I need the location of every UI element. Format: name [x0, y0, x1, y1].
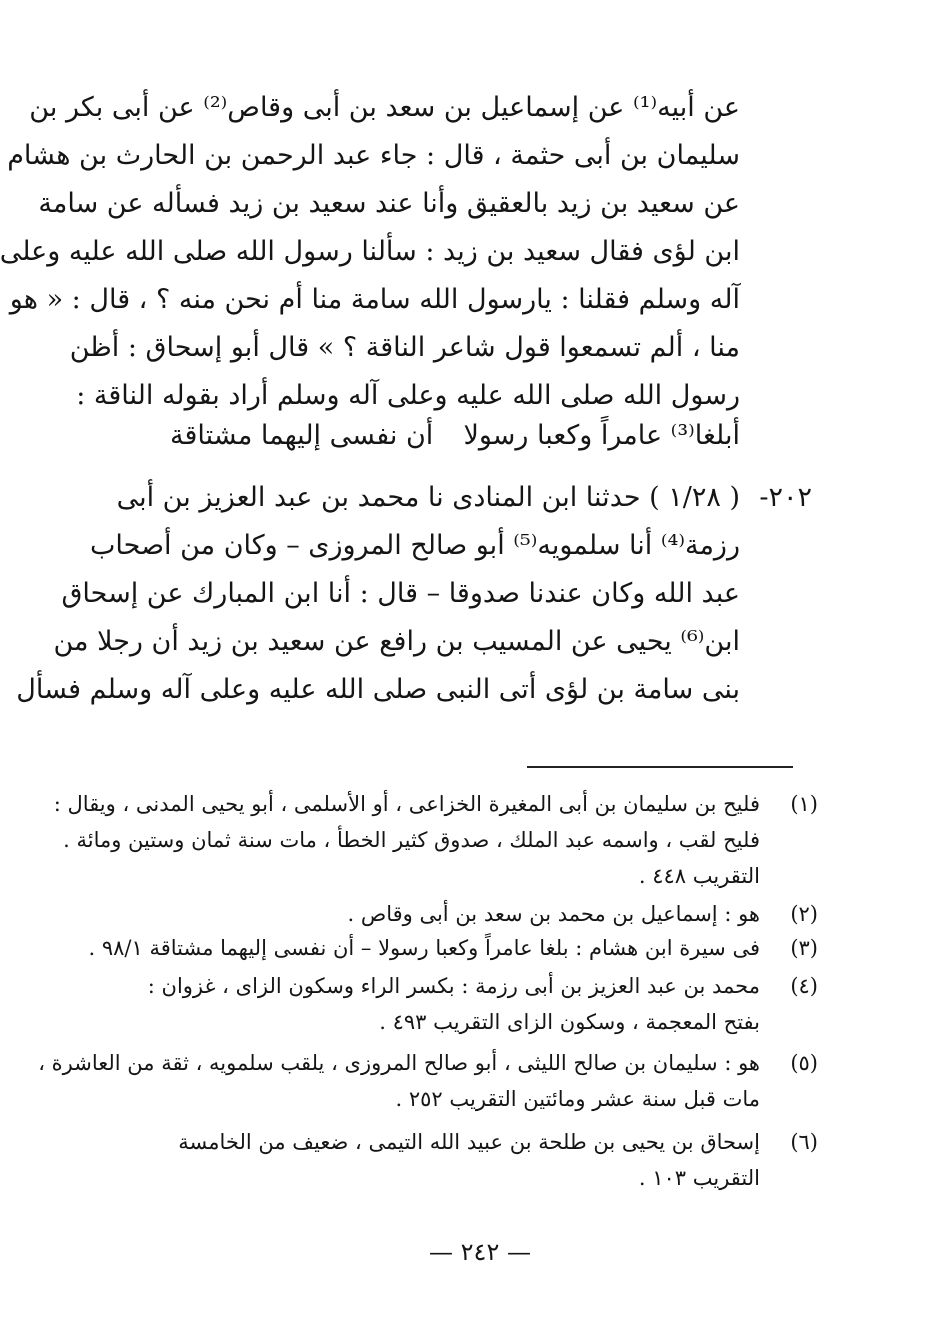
text-line: رزمة⁽⁴⁾ أنا سلمويه⁽⁵⁾ أبو صالح المروزى – وكان من أصحاب	[90, 530, 740, 561]
hadith-number: ٢٠٢-	[759, 482, 812, 513]
text-line: آله وسلم فقلنا : يارسول الله سامة منا أم نحن منه ؟ ، قال : « هو	[9, 284, 740, 315]
page-number: — ٢٤٢ —	[429, 1238, 531, 1266]
footnote-number: (٢)	[790, 902, 818, 926]
footnote-line: هو : إسماعيل بن محمد بن سعد بن أبى وقاص .	[347, 902, 760, 926]
verse-second-hemistich: أن نفسى إليهما مشتاقة	[170, 420, 434, 451]
footnote-line: بفتح المعجمة ، وسكون الزاى التقريب ٤٩٣ .	[379, 1010, 760, 1034]
text-line: ابن⁽⁶⁾ يحيى عن المسيب بن رافع عن سعيد بن زيد أن رجلا من	[53, 626, 740, 657]
text-line: عن سعيد بن زيد بالعقيق وأنا عند سعيد بن زيد فسأله عن سامة	[38, 188, 740, 219]
text-line: رسول الله صلى الله عليه وعلى آله وسلم أراد بقوله الناقة :	[76, 380, 740, 411]
footnote-line: فى سيرة ابن هشام : بلغا عامراً وكعبا رسولا – أن نفسى إليهما مشتاقة ٩٨/١ .	[88, 936, 760, 960]
footnote-number: (٤)	[790, 974, 818, 998]
verse-first-hemistich: أبلغا⁽³⁾ عامراً وكعبا رسولا	[463, 420, 740, 451]
footnote-number: (١)	[790, 792, 818, 816]
text-line: منا ، ألم تسمعوا قول شاعر الناقة ؟ » قال أبو إسحاق : أظن	[69, 332, 740, 363]
paragraph-2	[16, 474, 740, 714]
footnote-3	[88, 930, 818, 966]
poetry-verse	[170, 412, 740, 460]
footnote-line: التقريب ٤٤٨ .	[638, 864, 760, 888]
text-line: ( ١/٢٨ ) حدثنا ابن المنادى نا محمد بن عبد العزيز بن أبى	[116, 482, 740, 513]
text-line: ابن لؤى فقال سعيد بن زيد : سألنا رسول الله صلى الله عليه وعلى	[0, 236, 740, 267]
paragraph-1	[0, 84, 740, 420]
footnote-number: (٥)	[790, 1051, 818, 1075]
text-line: عبد الله وكان عندنا صدوقا – قال : أنا ابن المبارك عن إسحاق	[61, 578, 740, 609]
footnote-line: فليح لقب ، واسمه عبد الملك ، صدوق كثير الخطأ ، مات سنة ثمان وستين ومائة .	[63, 828, 760, 852]
footnote-separator	[527, 766, 793, 768]
footnote-line: فليح بن سليمان بن أبى المغيرة الخزاعى ، أو الأسلمى ، أبو يحيى المدنى ، ويقال :	[53, 792, 760, 816]
footnote-line: إسحاق بن يحيى بن طلحة بن عبيد الله التيمى ، ضعيف من الخامسة	[178, 1130, 760, 1154]
footnote-2	[128, 896, 818, 932]
text-line: بنى سامة بن لؤى أتى النبى صلى الله عليه وعلى آله وسلم فسأل	[16, 674, 740, 705]
text-line: سليمان بن أبى حثمة ، قال : جاء عبد الرحمن بن الحارث بن هشام	[7, 140, 740, 171]
footnote-5	[38, 1045, 818, 1117]
footnote-line: محمد بن عبد العزيز بن أبى رزمة : بكسر الراء وسكون الزاى ، غزوان :	[147, 974, 760, 998]
footnote-line: التقريب ١٠٣ .	[638, 1166, 760, 1190]
footnote-6	[128, 1124, 818, 1196]
footnote-4	[128, 968, 818, 1040]
footnote-number: (٦)	[790, 1130, 818, 1154]
footnote-1	[53, 786, 818, 894]
footnote-number: (٣)	[790, 936, 818, 960]
text-line: عن أبيه⁽¹⁾ عن إسماعيل بن سعد بن أبى وقاص⁽²⁾ عن أبى بكر بن	[29, 92, 740, 123]
footnote-line: هو : سليمان بن صالح الليثى ، أبو صالح المروزى ، يلقب سلمويه ، ثقة من العاشرة ،	[38, 1051, 760, 1075]
footnote-line: مات قبل سنة عشر ومائتين التقريب ٢٥٢ .	[395, 1087, 760, 1111]
